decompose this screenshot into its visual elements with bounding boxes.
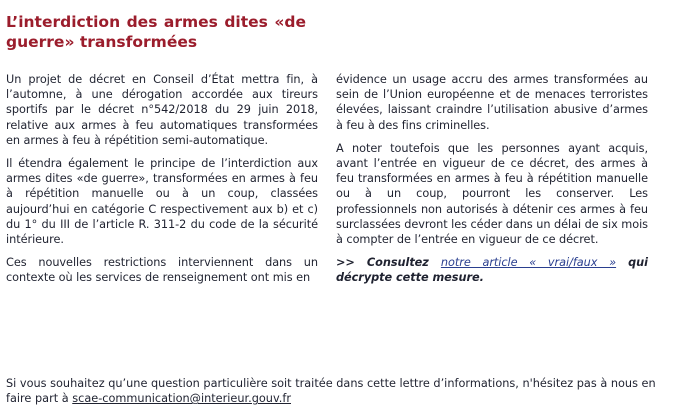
cta-suffix: qui décrypte cette mesure. [336, 256, 648, 285]
footer-note [6, 376, 666, 406]
footer-text: Si vous souhaitez qu’une question particulière soit traitée dans cette lettre d’informations, n'hésitez pas à nous en faire part à [6, 377, 656, 406]
article-right-column [336, 72, 648, 294]
paragraph: Ces nouvelles restrictions interviennent dans un contexte où les services de renseignement ont mis en [6, 256, 318, 285]
vrai-faux-article-link[interactable]: notre article « vrai/faux » [440, 256, 617, 270]
paragraph: Il étendra également le principe de l’interdiction aux armes dites «de guerre», transformées en armes à feu à répétition manuelle ou à un coup, classées aujourd’hui en catégorie C respectivement aux b) et c) du 1° du III de l’article R. 311-2 du code de la sécurité intérieure. [6, 157, 318, 247]
cta-prefix: >> Consultez [336, 256, 441, 270]
article-left-column [6, 72, 318, 294]
paragraph: Un projet de décret en Conseil d’État mettra fin, à l’automne, à une dérogation accordée aux tireurs sportifs par le décret n°542/2018 du 29 juin 2018, relative aux armes à feu automatiques transformées en armes à feu à répétition semi-automatique. [6, 73, 318, 147]
contact-email-link[interactable]: scae-communication@interieur.gouv.fr [72, 392, 291, 406]
article-title: L’interdiction des armes dites «de guerre» transformées [6, 13, 306, 51]
paragraph: évidence un usage accru des armes transformées au sein de l’Union européenne et de menaces terroristes élevées, laissant craindre l’utilisation abusive d’armes à feu à des fins criminelles. [336, 73, 648, 132]
paragraph: A noter toutefois que les personnes ayant acquis, avant l’entrée en vigueur de ce décret, des armes à feu transformées en armes à feu à répétition manuelle ou à un coup, pourront les conserver. Les professionnels non autorisés à détenir ces armes à feu surclassées devront les céder dans un délai de six mois à compter de l’entrée en vigueur de ce décret. [336, 141, 648, 247]
cta-paragraph [336, 255, 648, 285]
